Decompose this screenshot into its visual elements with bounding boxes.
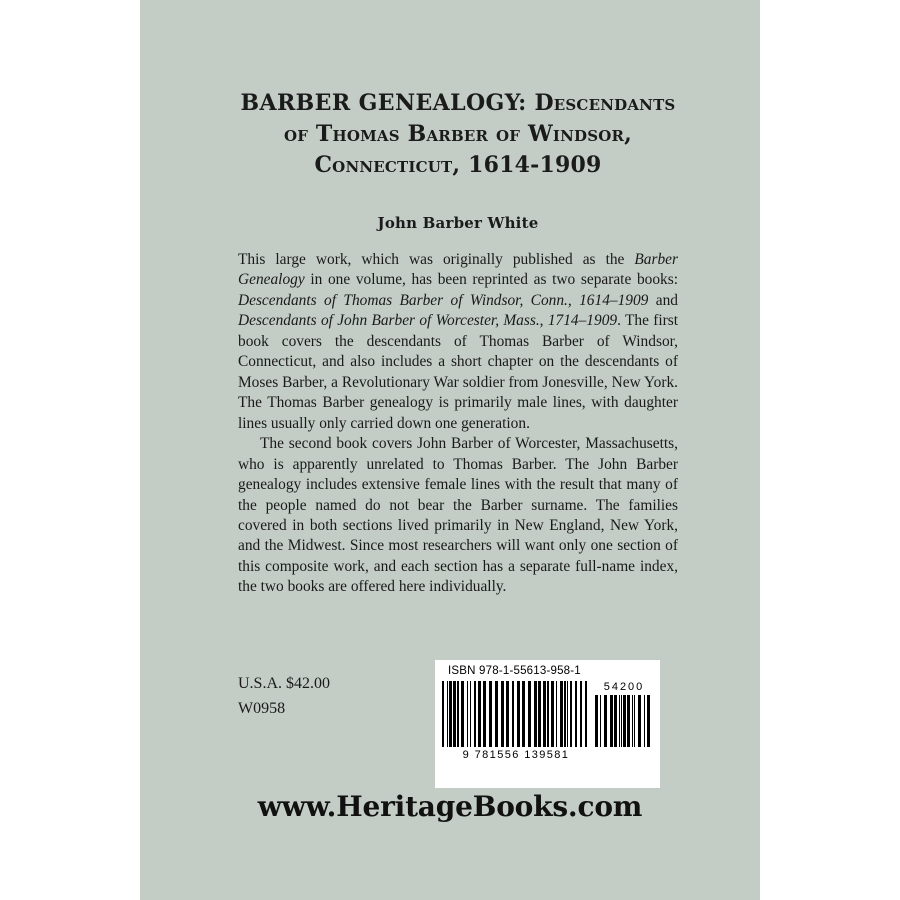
title-line-3: Connecticut, 1614-1909	[314, 152, 602, 179]
barcode-addon	[595, 681, 653, 747]
blurb-seg-3: Descendants of Thomas Barber of Windsor, Conn., 1614–1909	[238, 291, 649, 309]
barcode-digits: 9 781556 139581	[462, 749, 570, 761]
cover-text-block	[238, 88, 678, 598]
publisher-website: www.HeritageBooks.com	[257, 790, 643, 823]
barcode-panel	[435, 660, 660, 788]
book-title	[238, 88, 678, 182]
author-name: John Barber White	[377, 213, 539, 232]
blurb-seg-2: in one volume, has been reprinted as two separate books:	[304, 271, 678, 289]
barcode-addon-digits: 54200	[603, 681, 645, 693]
barcode-bars-addon	[595, 695, 653, 747]
blurb-seg-5: Descendants of John Barber of Worcester, Mass., 1714–1909	[238, 312, 618, 330]
barcode-ean13	[442, 681, 590, 761]
title-line-2: of Thomas Barber of Windsor,	[283, 121, 633, 148]
back-cover-blurb	[238, 250, 678, 598]
cover-panel	[140, 0, 760, 900]
blurb-seg-6: . The first book covers the descendants of Thomas Barber of Windsor, Connecticut, and also includes a short chapter on the descendants of Moses Barber, a Revolutionary War soldier from Jonesville, New York. The Thomas Barber genealogy is primarily male lines, with daughter lines usually only carried down one generation.	[238, 312, 678, 432]
title-line-1-lead: BARBER GENEALOGY:	[240, 90, 527, 116]
price-and-code	[238, 672, 330, 722]
blurb-paragraph-1	[238, 250, 678, 434]
title-line-1-rest: Descendants	[526, 90, 676, 116]
item-code-text: W0958	[238, 699, 286, 717]
blurb-seg-4: and	[648, 291, 678, 309]
blurb-paragraph-2: The second book covers John Barber of Worcester, Massachusetts, who is apparently unrelated to Thomas Barber. The John Barber genealogy includes extensive female lines with the result that many of the people named do not bear the Barber surname. The families covered in both sections lived primarily in New England, New York, and the Midwest. Since most researchers will want only one section of this composite work, and each section has a separate full-name index, the two books are offered here individually.	[238, 435, 678, 596]
price-text: U.S.A. $42.00	[238, 675, 331, 692]
blurb-seg-1: Barber Genealogy	[238, 250, 678, 289]
barcode-rows	[442, 681, 653, 761]
blurb-seg-0: This large work, which was originally published as the	[238, 250, 635, 268]
isbn-label: ISBN 978-1-55613-958-1	[448, 665, 581, 677]
title-line-1	[238, 88, 678, 119]
barcode-bars-main	[442, 681, 590, 747]
